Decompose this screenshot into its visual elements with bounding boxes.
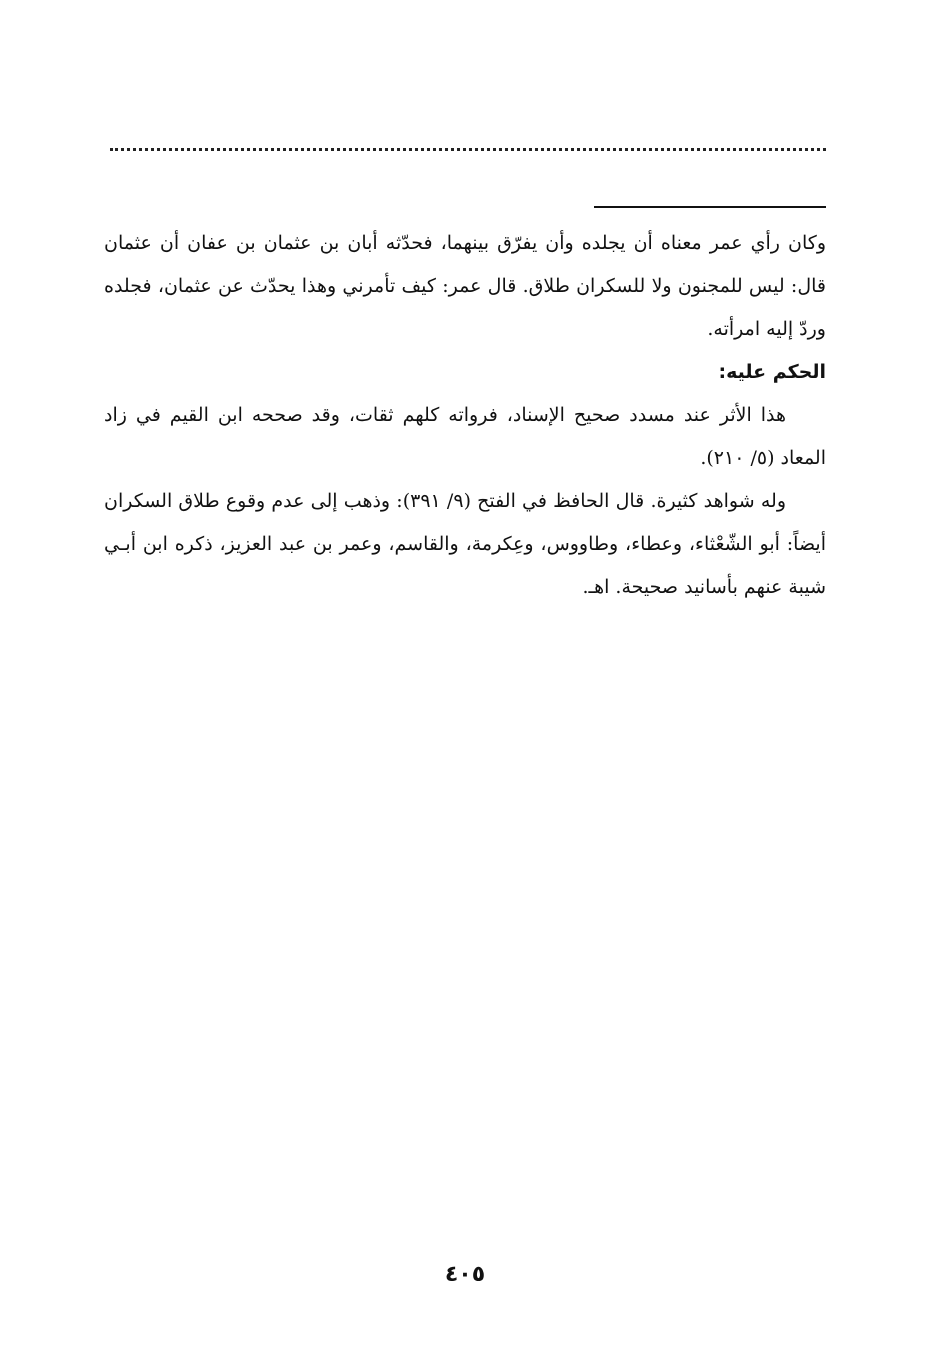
verdict-paragraph-2: وله شواهد كثيرة. قال الحافظ في الفتح (٩/ ٣٩١): وذهب إلى عدم وقوع طلاق السكران أيضاً: أبو الشّعْثاء، وعطاء، وطاووس، وعِكرمة، والقاسم، وعمر بن عبد العزيز، ذكره ابن أبـي شيبة عنهم بأسانيد صحيحة. اهـ. bbox=[104, 490, 826, 598]
narrative-paragraph: وكان رأي عمر معناه أن يجلده وأن يفرّق بينهما، فحدّثه أبان بن عثمان بن عفان أن عثمان قال: ليس للمجنون ولا للسكران طلاق. قال عمر: كيف تأمرني وهذا يحدّث عن عثمان، فجلده وردّ إليه امرأته. bbox=[104, 232, 826, 340]
footnote-rule bbox=[594, 206, 826, 208]
page-number: ٤٠٥ bbox=[444, 1262, 486, 1287]
main-text bbox=[104, 222, 826, 609]
verdict-paragraph-1: هذا الأثر عند مسدد صحيح الإسناد، فرواته كلهم ثقات، وقد صححه ابن القيم في زاد المعاد (٥/ ٢١٠). bbox=[104, 404, 826, 469]
dotted-separator bbox=[110, 148, 826, 151]
section-heading: الحكم عليه: bbox=[718, 361, 826, 383]
